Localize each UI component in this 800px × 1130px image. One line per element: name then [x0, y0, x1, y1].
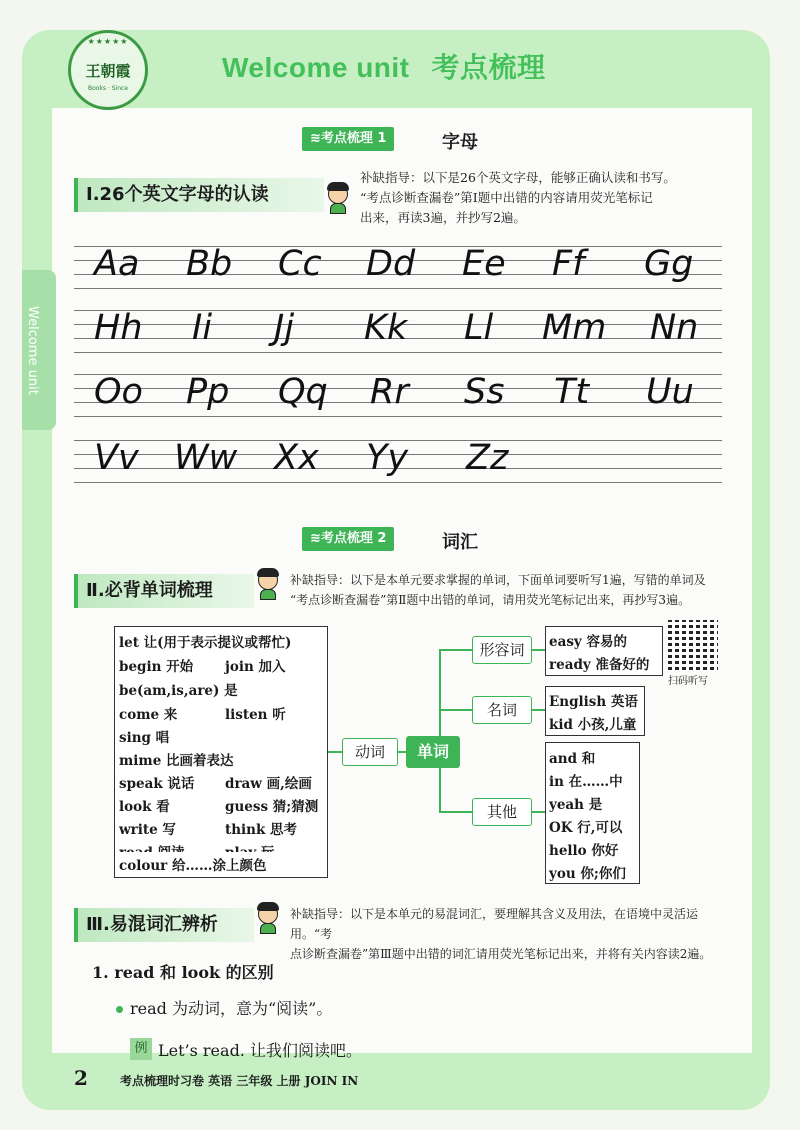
verb-item: join 加入: [225, 659, 286, 675]
letter-pair: Xx: [274, 438, 319, 478]
qr-label: 扫码听写: [668, 676, 708, 687]
adjectives-box: [545, 626, 663, 676]
noun-item: kid 小孩,儿童: [549, 717, 637, 733]
example-sentence: Let’s read. 让我们阅读吧。: [158, 1041, 362, 1060]
adjective-item: ready 准备好的: [549, 657, 650, 673]
letter-pair: Ff: [552, 244, 585, 284]
adjective-item: easy 容易的: [549, 634, 627, 650]
letter-pair: Bb: [186, 244, 233, 284]
other-item: you 你;你们: [549, 866, 626, 882]
letter-pair: Zz: [466, 438, 509, 478]
letter-pair: Ll: [464, 308, 494, 348]
letter-pair: Hh: [94, 308, 143, 348]
unit-title: Welcome unit: [222, 52, 410, 83]
other-item: yeah 是: [549, 797, 603, 813]
other-item: OK 行,可以: [549, 820, 623, 836]
verb-item: sing 唱: [119, 730, 170, 746]
noun-item: English 英语: [549, 694, 638, 710]
logo-subtitle: Books · Since: [87, 85, 129, 92]
verb-item: write 写: [119, 822, 176, 838]
other-item: and 和: [549, 751, 596, 767]
letter-pair: Cc: [278, 244, 322, 284]
letter-pair: Jj: [274, 308, 295, 348]
qr-code[interactable]: [668, 620, 718, 670]
part3-heading: Ⅲ.易混词汇辨析: [74, 908, 254, 942]
page-number: 2: [74, 1066, 88, 1090]
section-title: 考点梳理: [431, 52, 546, 83]
letter-pair: Qq: [278, 372, 328, 412]
side-tab-label: Welcome unit: [25, 306, 40, 395]
letter-pair: Ee: [462, 244, 506, 284]
logo-stars: ★★★★★: [87, 37, 129, 46]
part3-guide: [290, 904, 740, 964]
part1-guide-line: 出来，再读3遍，并抄写2遍。: [360, 210, 526, 225]
letter-pair: Nn: [650, 308, 699, 348]
part1-guide-line: “考点诊断查漏卷”第Ⅰ题中出错的内容请用荧光笔标记: [360, 190, 653, 205]
letter-pair: Tt: [554, 372, 590, 412]
verb-item: guess 猜;猜测: [225, 799, 319, 815]
letter-pair: Vv: [94, 438, 139, 478]
bullet-text: read 为动词，意为“阅读”。: [130, 999, 333, 1018]
item-title: 1. read 和 look 的区别: [92, 963, 274, 982]
section1-title: 字母: [442, 132, 478, 153]
nouns-node: 名词: [472, 696, 532, 724]
verb-item: mime 比画着表达: [119, 753, 234, 769]
footer-text: 考点梳理时习卷 英语 三年级 上册 JOIN IN: [120, 1074, 359, 1088]
letter-pair: Dd: [366, 244, 416, 284]
verb-item: come 来: [119, 707, 178, 723]
section1-badge: ≋考点梳理 1: [302, 127, 394, 151]
part2-guide-line: 补缺指导：以下是本单元要求掌握的单词，下面单词要听写1遍，写错的单词及: [290, 573, 706, 587]
nouns-box: [545, 686, 645, 736]
part3-guide-line: 补缺指导：以下是本单元的易混词汇，要理解其含义及用法，在语境中灵活运用。“考: [290, 907, 699, 941]
letter-pair: Mm: [542, 308, 607, 348]
kid-icon: [256, 904, 280, 934]
other-item: in 在……中: [549, 774, 623, 790]
verb-item: draw 画,绘画: [225, 776, 312, 792]
verb-item: look 看: [119, 799, 170, 815]
verb-item: begin 开始: [119, 659, 194, 675]
letter-pair: Pp: [186, 372, 230, 412]
example-tag: 例: [130, 1038, 152, 1060]
verb-item: speak 说话: [119, 776, 195, 792]
verb-item: think 思考: [225, 822, 298, 838]
adjectives-node: 形容词: [472, 636, 532, 664]
part2-heading: Ⅱ.必背单词梳理: [74, 574, 254, 608]
verb-item: colour 给……涂上颜色: [119, 858, 267, 874]
others-node: 其他: [472, 798, 532, 826]
verbs-node: 动词: [342, 738, 398, 766]
section2-title: 词汇: [442, 532, 478, 553]
center-node: 单词: [406, 736, 460, 768]
letter-pair: Gg: [644, 244, 694, 284]
part2-guide-line: “考点诊断查漏卷”第Ⅱ题中出错的单词，请用荧光笔标记出来，再抄写3遍。: [290, 593, 691, 607]
section2-badge: ≋考点梳理 2: [302, 527, 394, 551]
other-item: hello 你好: [549, 843, 619, 859]
letter-pair: Oo: [94, 372, 143, 412]
letter-pair: Kk: [364, 308, 408, 348]
verb-item: let 让(用于表示提议或帮忙): [119, 635, 292, 651]
verb-item: listen 听: [225, 707, 286, 723]
others-box: [545, 742, 640, 884]
letter-pair: Yy: [366, 438, 409, 478]
letter-pair: Ii: [192, 308, 213, 348]
bullet-dot: [116, 1006, 123, 1013]
letter-pair: Aa: [94, 244, 140, 284]
letter-pair: Ss: [464, 372, 505, 412]
part1-heading: Ⅰ.26个英文字母的认读: [74, 178, 324, 212]
logo-name: 王朝霞: [85, 62, 131, 80]
letter-pair: Ww: [174, 438, 238, 478]
part3-guide-line: 点诊断查漏卷”第Ⅲ题中出错的词汇请用荧光笔标记出来，并将有关内容读2遍。: [290, 947, 712, 961]
verb-item: be(am,is,are) 是: [119, 683, 238, 699]
letter-pair: Uu: [646, 372, 694, 412]
letter-pair: Rr: [370, 372, 409, 412]
part1-guide-line: 补缺指导：以下是26个英文字母，能够正确认读和书写。: [360, 170, 676, 185]
